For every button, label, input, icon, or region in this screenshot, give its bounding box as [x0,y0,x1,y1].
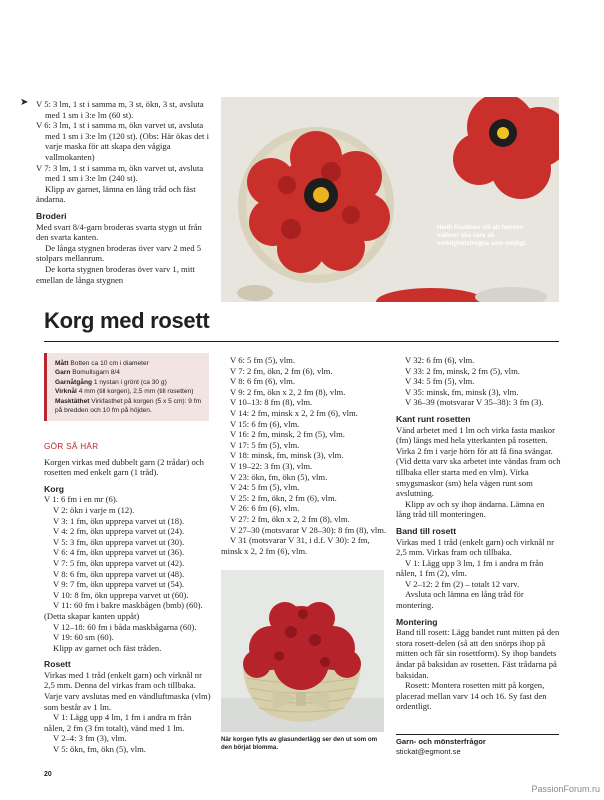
pattern-line: V 5: 3 lm, 1 st i samma m, 3 st, ökn, 3 st, avsluta med 1 sm i 3:e lm (60 st). [36,99,204,120]
pattern-line: V 3: 1 fm, ökn upprepa varvet ut (18). [53,515,185,526]
pattern-line: V 35: minsk, fm, minsk (3), vlm. [405,386,519,397]
pattern-line: V 6: 4 fm, ökn upprepa varvet ut (36). [53,547,185,558]
column-2 [221,355,389,556]
basket-photo-caption: När korgen fylls av glasunderlägg ser den ut som om den börjat blomma. [221,736,378,751]
fact-row: Masktäthet Virkfasthet på korgen (5 x 5 cm): 9 fm på bredden och 10 fm på höjden. [55,397,202,415]
montering-text-2: Rosett: Montera rosetten mitt på korgen, placerad mellan varv 14 och 16. Sy fast den ordentligt. [396,680,547,712]
basket-illustration [221,570,384,732]
title-divider [44,341,559,342]
pattern-line: V 2–4: 3 fm (3), vlm. [53,733,127,744]
rosett-intro: Virkas med 1 tråd (enkelt garn) och virknål nr 2,5 mm. Denna del virkas fram och tillbaka. Varje varv avslutas med en vändluftmaska (vlm) som består av 1 lm. [44,669,211,712]
section-heading-korg: Korg [44,483,65,494]
pattern-line: V 7: 3 lm, 1 st i samma m, ökn varvet ut, avsluta med 1 sm i 3:e lm (240 st). [36,162,204,184]
pattern-line: V 32: 6 fm (6), vlm. [405,355,475,365]
photo-caption: Heidi Knudsen vill att hennes vallmor ska vara så verklighetstrogna som möjligt. [437,224,528,247]
pattern-line: V 25: 2 fm, ökn, 2 fm (6), vlm. [230,492,337,503]
pattern-line: V 36–39 (motsvarar V 35–38): 3 fm (3). [405,397,544,408]
continuation-arrow-icon: ➤ [20,97,29,108]
pattern-line: Klipp av garnet och fäst tråden. [53,642,162,653]
pattern-line: V 9: 7 fm, ökn upprepa varvet ut (54). [53,579,185,590]
pattern-line: V 14: 2 fm, minsk x 2, 2 fm (6), vlm. [230,407,358,418]
fact-row: Virknål 4 mm (till korgen), 2,5 mm (till rosetten) [55,388,194,396]
pattern-line: V 10–13: 8 fm (8), vlm. [230,397,313,408]
fact-row: Garnåtgång 1 nystan i grönt (ca 30 g) [55,378,167,386]
pattern-line: V 8: 6 fm (6), vlm. [230,376,296,387]
pattern-line: V 24: 5 fm (5), vlm. [230,482,300,493]
pattern-line: V 19–22: 3 fm (3), vlm. [230,460,313,471]
pattern-line: V 7: 5 fm, ökn upprepa varvet ut (42). [53,557,185,568]
contact-heading: Garn- och mönsterfrågor [396,737,486,746]
contact-divider [396,734,559,735]
pattern-line: V 11: 60 fm i bakre maskbågen (bmb) (60). (Detta skapar kanten uppåt) [44,600,203,621]
top-text-column [36,99,211,285]
pattern-line: V 5: 3 fm, ökn upprepa varvet ut (30). [53,536,185,547]
pattern-line: V 1: 6 fm i en mr (6). [44,494,118,505]
pattern-line: V 17: 5 fm (5), vlm. [230,439,300,450]
pattern-line: V 18: minsk, fm, minsk (3), vlm. [230,450,344,461]
broderi-line: De korta stygnen broderas över varv 1, mitt emellan de långa stygnen [36,263,195,285]
pattern-line: V 1: Lägg upp 4 lm, 1 fm i andra m från nålen, 2 fm (3 fm totalt), vänd med 1 lm. [44,712,192,733]
pattern-line: V 2–12: 2 fm (2) – totalt 12 varv. [405,578,520,589]
pattern-line: V 9: 2 fm, ökn x 2, 2 fm (8), vlm. [230,386,346,397]
pattern-line: V 16: 2 fm, minsk, 2 fm (5), vlm. [230,429,345,440]
pattern-line: V 10: 8 fm, ökn upprepa varvet ut (60). [53,589,189,600]
contact-email: stickat@egmont.se [396,747,461,756]
pattern-line: V 27–30 (motsvarar V 28–30): 8 fm (8), vlm. [230,524,387,535]
column-3 [396,355,561,712]
section-heading-band: Band till rosett [396,525,457,536]
band-intro: Virkas med 1 tråd (enkelt garn) och virknål nr 2,5 mm. Virkas fram och tillbaka. [396,536,554,558]
pattern-line: V 7: 2 fm, ökn, 2 fm (6), vlm. [230,365,333,376]
poppy-photo [221,97,559,302]
pattern-line: V 5: ökn, fm, ökn (5), vlm. [53,744,146,755]
fact-row: Garn Bomullsgarn 8/4 [55,369,120,377]
page-title: Korg med rosett [44,308,210,333]
intro-text: Korgen virkas med dubbelt garn (2 trådar) och rosetten med enkelt garn (1 tråd). [44,456,204,478]
pattern-line: V 27: 2 fm, ökn x 2, 2 fm (8), vlm. [230,513,350,524]
pattern-line: V 12–18: 60 fm i båda maskbågarna (60). [53,621,197,632]
contact-block [396,737,559,757]
broderi-line: Med svart 8/4-garn broderas svarta stygn ut från den svarta kanten. [36,221,202,243]
pattern-line: Klipp av garnet, lämna en lång tråd och fäst ändarna. [36,183,196,205]
how-to-heading: GÖR SÅ HÄR [44,442,99,451]
section-heading-broderi: Broderi [36,210,67,221]
pattern-line: V 31 (motsvarar V 31, i d.f. V 30): 2 fm, minsk x 2, 2 fm (6), vlm. [221,535,370,556]
page-number: 20 [44,771,52,778]
pattern-line: V 6: 3 lm, 1 st i samma m, ökn varvet ut, avsluta med 1 sm i 3:e lm (120 st). (Obs: Här ökas det i varje maska för att skapa den vågiga vallmokanten) [36,120,209,162]
column-1 [44,442,214,755]
pattern-line: V 23: ökn, fm, ökn (5), vlm. [230,471,328,482]
pattern-line: V 8: 6 fm, ökn upprepa varvet ut (48). [53,568,185,579]
broderi-line: De långa stygnen broderas över varv 2 med 5 stolpars mellanrum. [36,242,202,264]
section-heading-rosett: Rosett [44,659,71,670]
section-heading-montering: Montering [396,616,438,627]
fact-row: Mått Botten ca 10 cm i diameter [55,360,149,367]
watermark: PassionForum.ru [531,784,600,794]
basket-photo [221,570,384,732]
section-heading-kant: Kant runt rosetten [396,413,471,424]
pattern-line: V 6: 5 fm (5), vlm. [230,355,296,365]
pattern-line: Avsluta och lämna en lång tråd för montering. [396,589,524,611]
pattern-line: V 2: ökn i varje m (12). [53,504,135,515]
pattern-line: V 1: Lägg upp 3 lm, 1 fm i andra m från nålen, 1 fm (2), vlm. [396,557,544,579]
pattern-line: V 34: 5 fm (5), vlm. [405,376,475,387]
pattern-line: V 33: 2 fm, minsk, 2 fm (5), vlm. [405,365,520,376]
facts-box [44,353,209,421]
montering-text: Band till rosett: Lägg bandet runt mitten på den stora rosett-delen (så att den snörps ihop på mitten och får sin rosettform). Sy ihop bandets ändar på baksidan av rosetten. Fäst trådarna på baksidan. [396,627,560,680]
pattern-line: V 15: 6 fm (6), vlm. [230,418,300,429]
kant-text-2: Klipp av och sy ihop ändarna. Lämna en lång tråd till monteringen. [396,498,545,520]
pattern-line: V 26: 6 fm (6), vlm. [230,503,300,514]
pattern-line: V 19: 60 sm (60). [53,632,114,643]
kant-text: Vänd arbetet med 1 lm och virka fasta maskor (fm) längs med hela ytterkanten på rosetten. Virka 2 fm i varje hörn för att få fina svängar. (Vid detta varv ska arbetet inte vändas fram och tillbaka eller starta med en vlm). Virka smygsmaskor (sm) hela vägen runt som avslutning. [396,424,561,499]
poppy-illustration [221,97,559,302]
pattern-line: V 4: 2 fm, ökn upprepa varvet ut (24). [53,526,185,537]
